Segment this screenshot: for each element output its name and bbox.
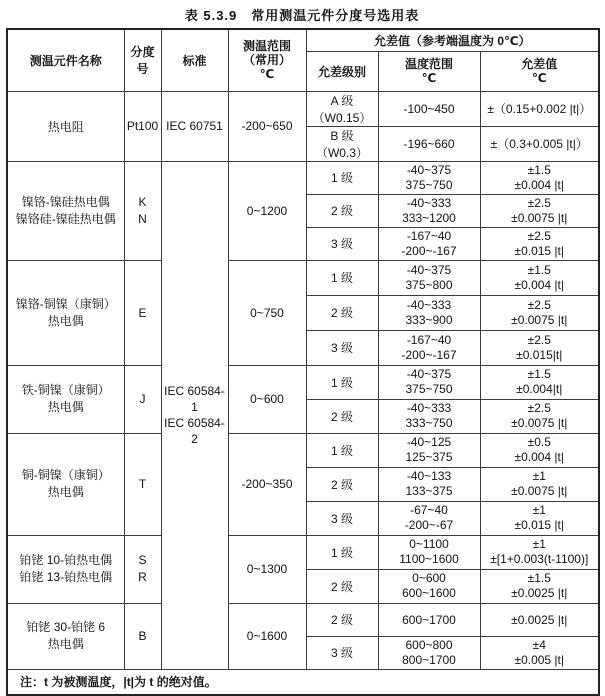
tolerance-value-cell: ±（0.15+0.002 |t|） [480,91,599,126]
text-line: 333~900 [405,312,453,327]
text-line: ±2.5 [527,228,551,243]
element-name-cell [7,365,124,433]
text-line: -200~-167 [401,347,457,362]
text-line: R [138,570,147,584]
text-line: ±0.004 |t| [514,450,565,464]
text-line: ±2.5 [527,332,551,347]
text-line: 333~1200 [402,210,456,225]
text-line: ℃ [259,67,275,82]
tolerance-class-cell: B 级（W0.3） [306,126,378,161]
table-row [7,365,599,399]
column-header-tolerance-class: 允差级别 [306,51,378,91]
text-line: 333~750 [405,416,453,430]
text-line: 600~1600 [402,586,456,600]
text-line: -200~-167 [401,243,457,258]
tolerance-value-cell: ±0.0025 |t| [480,603,599,636]
temp-range-cell [378,467,480,501]
text-line: ±1.5 [527,571,551,585]
text-line: ±1.5 [527,262,551,277]
text-line: 375~800 [405,277,453,292]
text-line: ±0.005 |t| [514,652,565,667]
text-line: 铂铑 10-铂热电偶 [19,553,113,567]
text-line: ℃ [531,71,547,85]
table-row [7,535,599,569]
table-row [7,91,599,126]
tolerance-class-cell: 3 级 [306,501,378,535]
tolerance-class-cell: 2 级 [306,194,378,227]
text-line: -40~375 [406,367,452,381]
text-line: 125~375 [405,450,453,464]
text-line: -67~40 [410,503,448,517]
code-cell: E [124,260,161,365]
tolerance-class-cell: 2 级 [306,467,378,501]
text-line: 热电偶 [47,485,84,499]
tolerance-value-cell [480,295,599,330]
standard-cell [161,161,228,669]
range-cell: 0~1300 [228,535,306,603]
tolerance-class-cell: 3 级 [306,227,378,260]
text-line: 热电偶 [47,400,84,414]
text-line: -40~125 [406,435,452,449]
text-line: -40~375 [406,162,452,177]
text-line: -200~-67 [404,518,454,532]
temp-range-cell [378,295,480,330]
temperature-element-selection-table [6,28,600,696]
tolerance-value-cell [480,501,599,535]
tolerance-class-cell: 2 级 [306,295,378,330]
tolerance-value-cell [480,260,599,295]
text-line: 铁-铜镍（康铜） [21,383,110,397]
text-line: -40~333 [406,401,452,415]
text-line: 铂铑 30-铂铑 6 [26,620,106,634]
table-row [7,433,599,467]
temp-range-cell [378,569,480,603]
text-line: 375~750 [405,177,453,192]
range-cell: -200~350 [228,433,306,535]
tolerance-value-cell [480,194,599,227]
tolerance-class-cell: A 级（W0.15） [306,91,378,126]
text-line: 600~800 [405,637,453,652]
temp-range-cell [378,194,480,227]
temp-range-cell: -100~450 [378,91,480,126]
temp-range-cell [378,365,480,399]
element-name-cell [7,260,124,365]
temp-range-cell [378,161,480,194]
column-header-temp-range [378,51,480,91]
column-header-code: 分度号 [124,29,161,91]
text-line: 镍铬-铜镍（康铜） [15,296,116,311]
tolerance-class-cell: 1 级 [306,260,378,295]
text-line: ±0.0075 |t| [511,312,568,327]
tolerance-class-cell: 1 级 [306,161,378,194]
tolerance-value-cell [480,227,599,260]
code-cell: B [124,603,161,669]
text-line: ±[1+0.003(t-1100)] [490,552,589,566]
element-name-cell [7,535,124,603]
text-line: ±1 [532,503,546,517]
column-header-tolerance-group: 允差值（参考端温度为 0℃） [306,29,599,51]
table-title: 表 5.3.9 常用测温元件分度号选用表 [184,8,420,23]
text-line: ±1.5 [527,162,551,177]
text-line: ±2.5 [527,297,551,312]
range-cell: 0~600 [228,365,306,433]
text-line: S [138,553,147,567]
element-name-cell [7,161,124,260]
text-line: 铂铑 13-铂热电偶 [19,570,113,584]
text-line: ±1 [532,537,546,551]
text-line: 铜-铜镍（康铜） [21,468,110,482]
text-line: 镍铬硅-镍硅热电偶 [15,211,116,226]
text-line: 热电偶 [47,637,84,651]
text-line: ±0.0025 |t| [511,586,568,600]
tolerance-class-cell: 1 级 [306,365,378,399]
tolerance-class-cell: 1 级 [306,535,378,569]
code-cell [124,161,161,260]
temp-range-cell: 600~1700 [378,603,480,636]
text-line: 133~375 [405,484,453,498]
column-header-element-name: 测温元件名称 [7,29,124,91]
element-name-cell [7,433,124,535]
text-line: K [138,194,147,209]
text-line: 375~750 [405,382,453,396]
text-line: -40~333 [406,297,452,312]
temp-range-cell [378,227,480,260]
element-name-cell: 热电阻 [7,91,124,161]
tolerance-value-cell: ±（0.3+0.005 |t|） [480,126,599,161]
standard-cell: IEC 60751 [161,91,228,161]
text-line: ±0.0075 |t| [511,416,568,430]
text-line: 0~1100 [409,537,449,551]
text-line: 热电偶 [47,313,84,328]
table-row [7,260,599,295]
temp-range-cell [378,535,480,569]
column-header-tolerance-value [480,51,599,91]
column-header-measuring-range [228,29,306,91]
range-cell: 0~1600 [228,603,306,669]
text-line: -40~133 [406,469,452,483]
tolerance-value-cell [480,569,599,603]
temp-range-cell [378,433,480,467]
element-name-cell [7,603,124,669]
tolerance-value-cell [480,467,599,501]
tolerance-value-cell [480,535,599,569]
tolerance-value-cell [480,365,599,399]
text-line: N [138,211,147,226]
text-line: ±0.0075 |t| [511,210,568,225]
tolerance-class-cell: 3 级 [306,330,378,365]
text-line: ±0.5 [527,435,551,449]
temp-range-cell: -196~660 [378,126,480,161]
text-line: 测温范围 [242,39,291,54]
text-line: ±0.004|t| [516,382,563,396]
text-line: 允差值 [521,57,558,71]
tolerance-class-cell: 2 级 [306,603,378,636]
temp-range-cell [378,399,480,433]
tolerance-class-cell: 3 级 [306,636,378,669]
table-row [7,669,599,695]
text-line: ℃ [421,71,437,85]
column-header-standard: 标准 [161,29,228,91]
text-line: -167~40 [406,332,452,347]
table-footnote: 注：t 为被测温度，|t|为 t 的绝对值。 [7,669,599,695]
text-line: IEC 60584-1 [164,384,225,414]
tolerance-class-cell: 2 级 [306,569,378,603]
code-cell: Pt100 [124,91,161,161]
text-line: 0~600 [412,571,446,585]
text-line: ±0.015 |t| [514,243,565,258]
text-line: ±1.5 [527,367,551,381]
temp-range-cell [378,501,480,535]
text-line: ±2.5 [527,401,551,415]
tolerance-value-cell [480,330,599,365]
temp-range-cell [378,260,480,295]
code-cell: J [124,365,161,433]
text-line: ±0.004 |t| [514,277,565,292]
text-line: 1100~1600 [399,552,459,566]
text-line: ±0.015|t| [516,347,563,362]
range-cell: 0~1200 [228,161,306,260]
code-cell: T [124,433,161,535]
text-line: 温度范围 [404,57,453,71]
range-cell: 0~750 [228,260,306,365]
text-line: -167~40 [406,228,452,243]
temp-range-cell [378,636,480,669]
tolerance-value-cell [480,161,599,194]
tolerance-class-cell: 2 级 [306,399,378,433]
text-line: ±0.004 |t| [514,177,565,192]
text-line: -40~333 [406,195,452,210]
table-row [7,603,599,636]
text-line: IEC 60584-2 [164,416,225,446]
tolerance-class-cell: 1 级 [306,433,378,467]
text-line: ±0.015 |t| [514,518,565,532]
tolerance-value-cell [480,636,599,669]
tolerance-value-cell [480,433,599,467]
text-line: 800~1700 [402,652,456,667]
table-row [7,161,599,194]
text-line: 镍铬-镍硅热电偶 [21,194,110,209]
code-cell [124,535,161,603]
text-line: -40~375 [406,262,452,277]
text-line: （常用） [242,53,291,68]
range-cell: -200~650 [228,91,306,161]
temp-range-cell [378,330,480,365]
text-line: ±2.5 [527,195,551,210]
text-line: ±4 [532,637,546,652]
text-line: ±1 [532,469,546,483]
tolerance-value-cell [480,399,599,433]
text-line: ±0.0075 |t| [511,484,568,498]
